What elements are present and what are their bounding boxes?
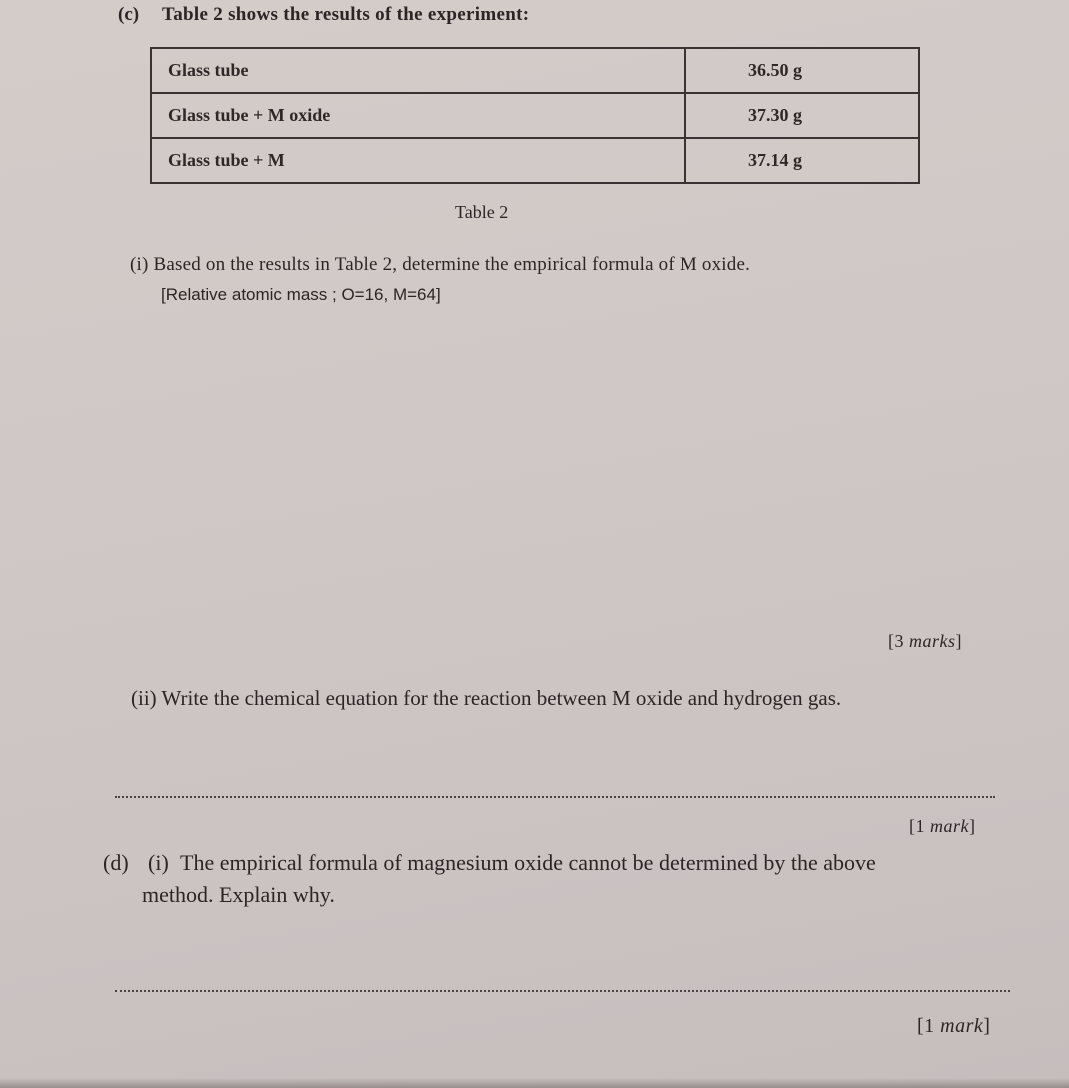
table-row bbox=[151, 93, 919, 138]
part-d-label: (d) bbox=[103, 850, 129, 875]
table-cell-item: Glass tube + M bbox=[151, 138, 685, 183]
relative-atomic-mass-note: [Relative atomic mass ; O=16, M=64] bbox=[161, 285, 441, 304]
table-cell-mass: 37.30 g bbox=[685, 93, 919, 138]
marks-label-c-ii bbox=[909, 816, 976, 837]
marks-label-c-i bbox=[888, 631, 962, 652]
results-table bbox=[150, 47, 920, 184]
table-cell-mass: 36.50 g bbox=[685, 48, 919, 93]
table-cell-item: Glass tube + M oxide bbox=[151, 93, 685, 138]
marks-close: ] bbox=[955, 631, 962, 651]
marks-close: ] bbox=[983, 1015, 991, 1037]
question-c-ii-text: (ii) Write the chemical equation for the reaction between M oxide and hydrogen gas. bbox=[131, 686, 842, 710]
marks-word: mark bbox=[930, 816, 969, 836]
marks-open: [3 bbox=[888, 631, 909, 651]
marks-open: [1 bbox=[917, 1015, 941, 1037]
question-d-i-label: (i) bbox=[148, 850, 169, 875]
marks-word: mark bbox=[940, 1015, 984, 1037]
marks-close: ] bbox=[969, 816, 976, 836]
question-c-i-text: (i) Based on the results in Table 2, determine the empirical formula of M oxide. bbox=[130, 254, 751, 275]
marks-word: marks bbox=[909, 631, 956, 651]
table-row bbox=[151, 48, 919, 93]
table-row bbox=[151, 138, 919, 183]
part-c-intro: Table 2 shows the results of the experiment: bbox=[162, 4, 530, 25]
question-d-i-text-line1: The empirical formula of magnesium oxide cannot be determined by the above bbox=[180, 850, 876, 875]
marks-label-d-i bbox=[917, 1015, 990, 1038]
answer-line-d-i[interactable] bbox=[115, 990, 1010, 992]
answer-line-c-ii[interactable] bbox=[115, 796, 995, 798]
question-d-i-text-line2: method. Explain why. bbox=[142, 882, 335, 907]
table-caption: Table 2 bbox=[455, 202, 509, 222]
part-c-label: (c) bbox=[118, 4, 140, 25]
page-edge-shadow bbox=[0, 1078, 1069, 1088]
table-cell-mass: 37.14 g bbox=[685, 138, 919, 183]
table-cell-item: Glass tube bbox=[151, 48, 685, 93]
marks-open: [1 bbox=[909, 816, 930, 836]
